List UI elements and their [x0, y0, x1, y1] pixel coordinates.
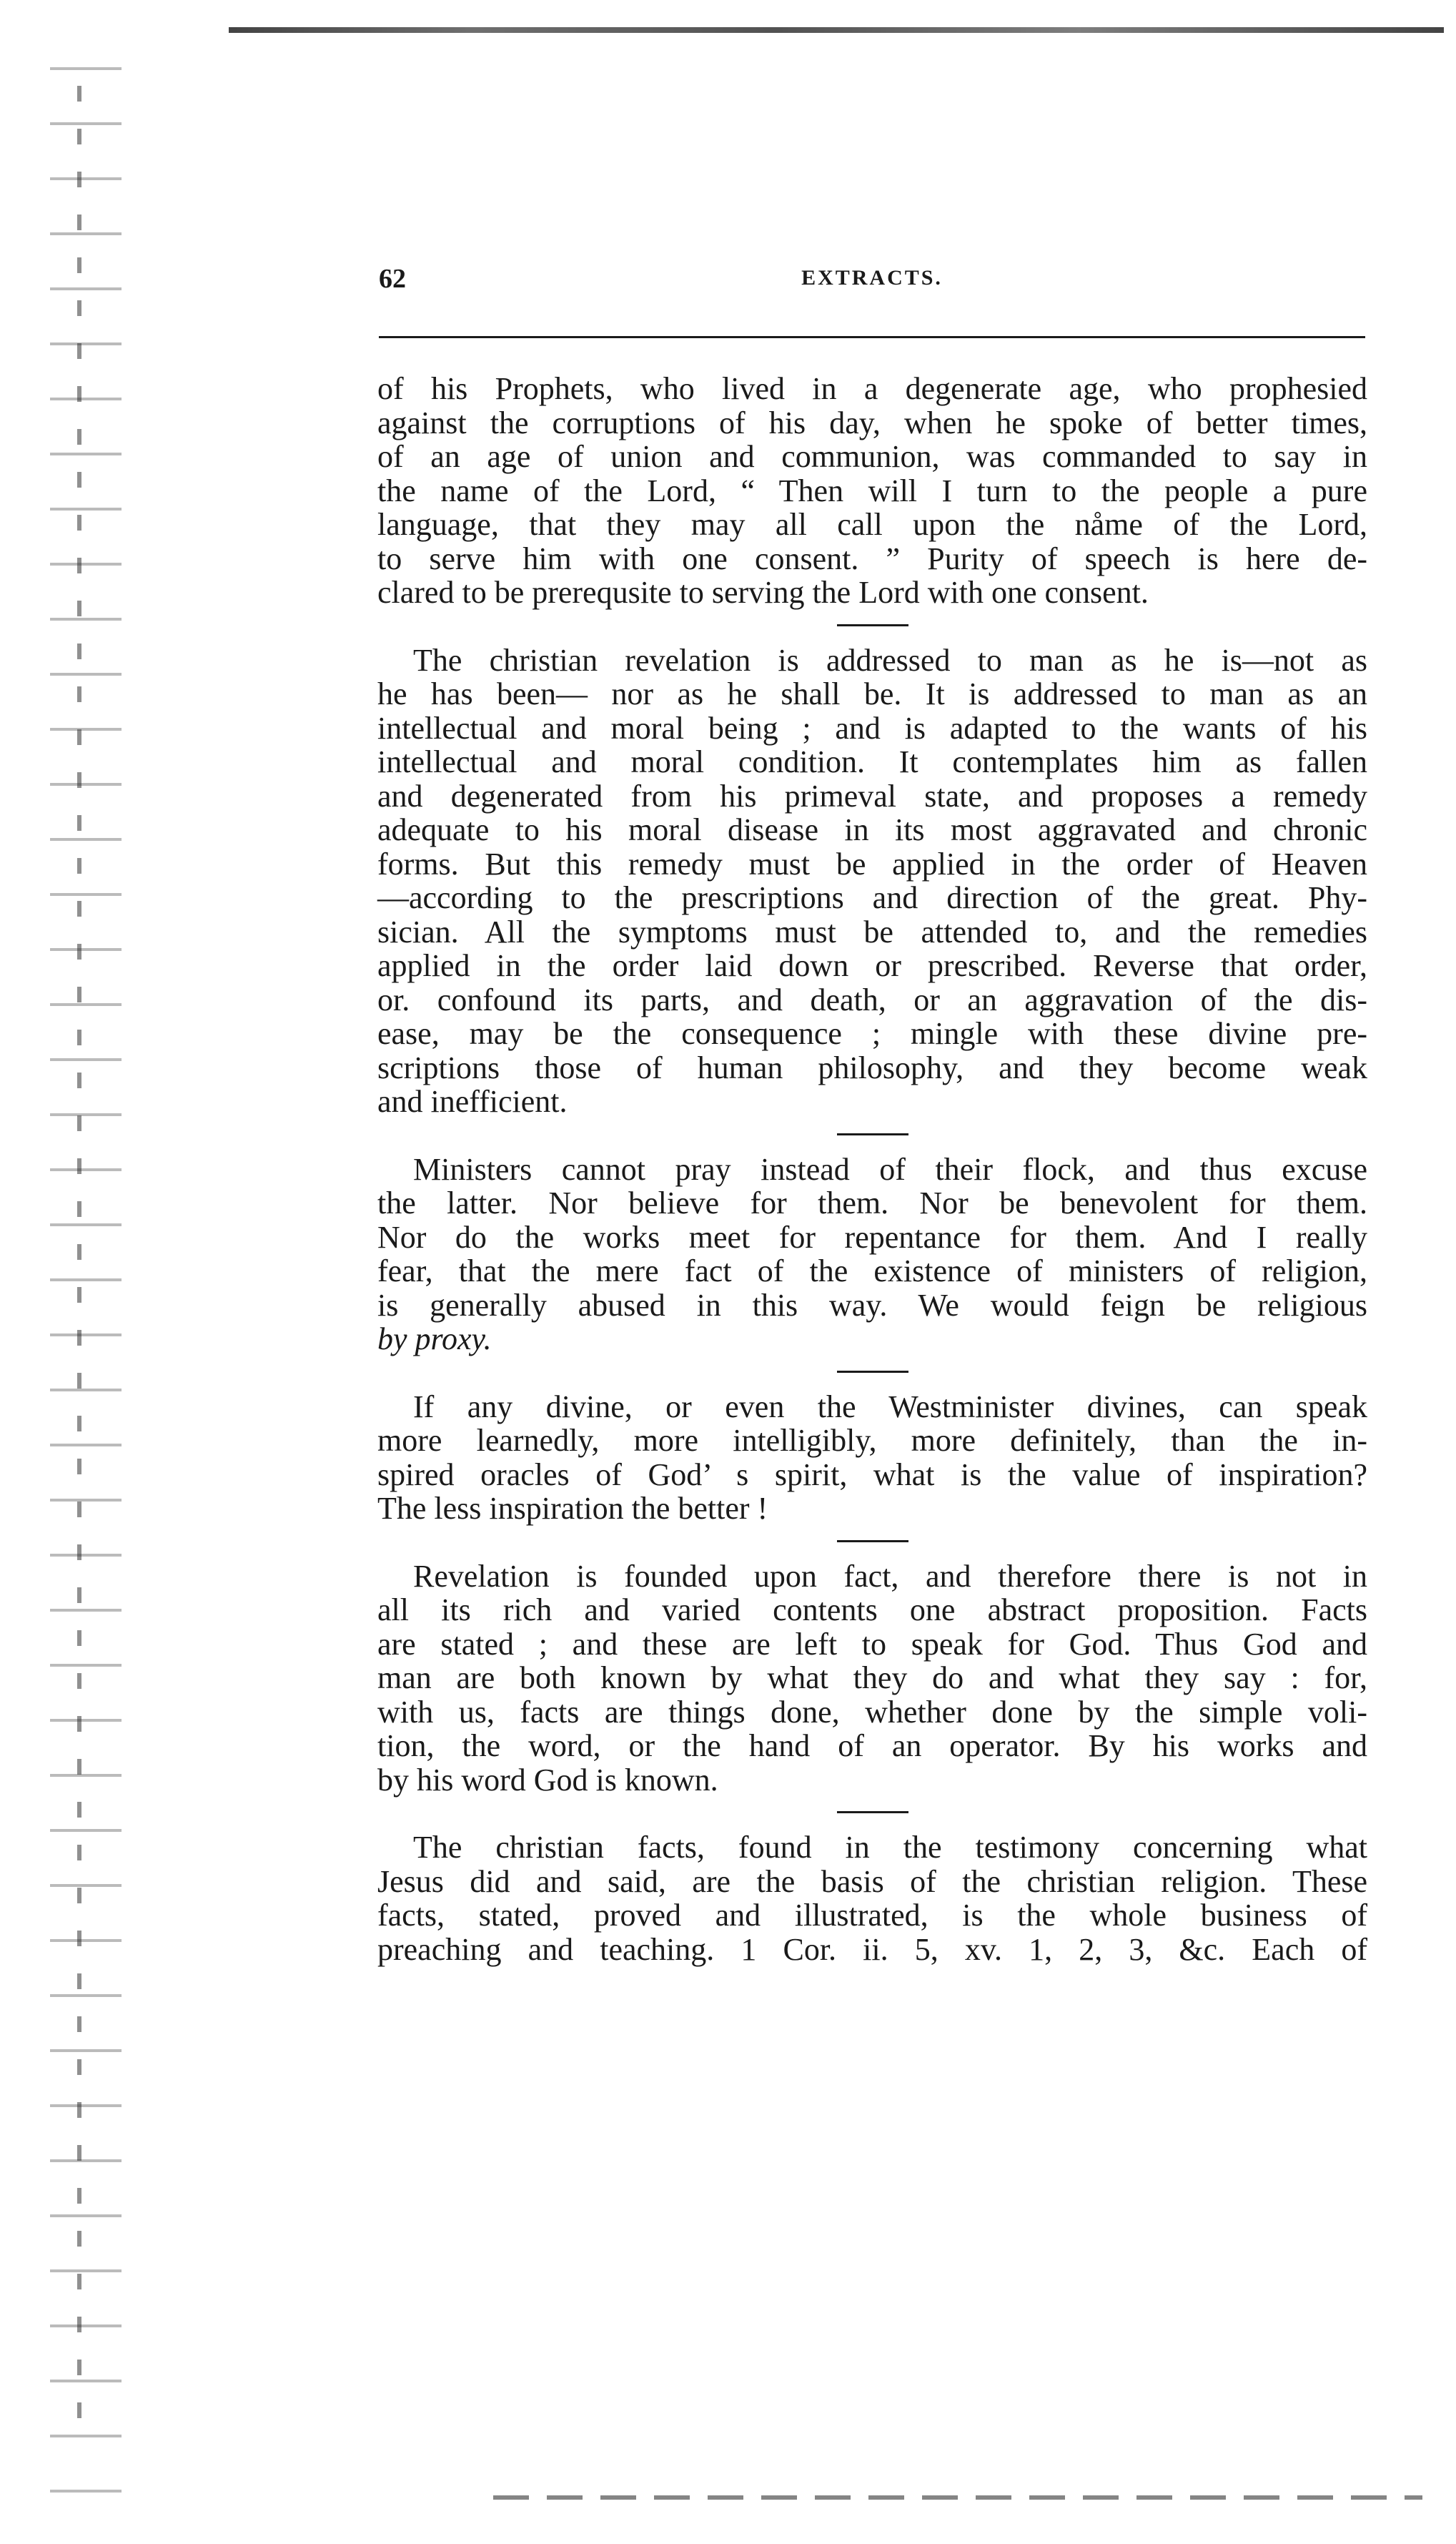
- running-head: EXTRACTS.: [801, 266, 943, 290]
- header-rule: [379, 336, 1365, 338]
- text-line: The christian facts, found in the testimony concerning what: [413, 1830, 1367, 1865]
- section-divider: [837, 1540, 908, 1542]
- text-line: facts, stated, proved and illustrated, is the whole business of: [377, 1898, 1367, 1933]
- text-line: applied in the order laid down or prescribed. Reverse that order,: [377, 948, 1367, 983]
- section-divider: [837, 1133, 908, 1135]
- text-line: sician. All the symptoms must be attended to, and the remedies: [377, 914, 1367, 950]
- text-line: the latter. Nor believe for them. Nor be benevolent for them.: [377, 1185, 1367, 1221]
- text-line: The less inspiration the better !: [377, 1491, 768, 1526]
- text-line: language, that they may all call upon the nåme of the Lord,: [377, 507, 1367, 542]
- paragraph-revelation-fact: [377, 1559, 1367, 1798]
- text-line: and inefficient.: [377, 1084, 568, 1119]
- text-line: by proxy.: [377, 1321, 492, 1356]
- text-line: the name of the Lord, “ Then will I turn to the people a pure: [377, 473, 1367, 508]
- text-line: more learnedly, more intelligibly, more definitely, than the in-: [377, 1423, 1367, 1458]
- text-line: are stated ; and these are left to speak for God. Thus God and: [377, 1626, 1367, 1662]
- text-line: adequate to his moral disease in its most aggravated and chronic: [377, 812, 1367, 847]
- text-line: If any divine, or even the Westminister divines, can speak: [413, 1389, 1367, 1424]
- text-line: Revelation is founded upon fact, and therefore there is not in: [413, 1558, 1367, 1594]
- text-line: Ministers cannot pray instead of their flock, and thus excuse: [413, 1151, 1367, 1187]
- text-line: with us, facts are things done, whether done by the simple voli-: [377, 1694, 1367, 1730]
- text-line: scriptions those of human philosophy, and they become weak: [377, 1050, 1367, 1085]
- text-line: clared to be prerequsite to serving the Lord with one consent.: [377, 575, 1149, 610]
- scan-edge-bottom: [493, 2495, 1422, 2500]
- text-line: he has been— nor as he shall be. It is addressed to man as an: [377, 676, 1367, 711]
- scan-edge-left-binding: [77, 86, 81, 2445]
- paragraph-ministers: [377, 1153, 1367, 1356]
- text-line: against the corruptions of his day, when he spoke of better times,: [377, 405, 1367, 440]
- text-line: Nor do the works meet for repentance for them. And I really: [377, 1219, 1367, 1255]
- text-line: of his Prophets, who lived in a degenerate age, who prophesied: [377, 371, 1367, 406]
- text-line: is generally abused in this way. We would feign be religious: [377, 1287, 1367, 1323]
- text-line: intellectual and moral condition. It contemplates him as fallen: [377, 744, 1367, 779]
- text-line: The christian revelation is addressed to man as he is—not as: [413, 642, 1367, 678]
- body-text: [377, 372, 1367, 1966]
- text-line: to serve him with one consent. ” Purity of speech is here de-: [377, 541, 1367, 576]
- text-line: fear, that the mere fact of the existence of ministers of religion,: [377, 1253, 1367, 1288]
- text-line: Jesus did and said, are the basis of the christian religion. These: [377, 1863, 1367, 1899]
- scan-edge-top: [229, 27, 1444, 33]
- text-line: preaching and teaching. 1 Cor. ii. 5, xv. 1, 2, 3, &c. Each of: [377, 1931, 1367, 1967]
- text-line: spired oracles of God’ s spirit, what is the value of inspiration?: [377, 1456, 1367, 1492]
- text-line: man are both known by what they do and what they say : for,: [377, 1660, 1367, 1695]
- text-line: tion, the word, or the hand of an operator. By his works and: [377, 1728, 1367, 1763]
- text-line: ease, may be the consequence ; mingle with these divine pre-: [377, 1016, 1367, 1051]
- text-line: of an age of union and communion, was commanded to say in: [377, 439, 1367, 474]
- text-line: or. confound its parts, and death, or an aggravation of the dis-: [377, 982, 1367, 1017]
- paragraph-christian-revelation: [377, 644, 1367, 1119]
- paragraph-prophets: [377, 372, 1367, 610]
- text-line: and degenerated from his primeval state, and proposes a remedy: [377, 778, 1367, 814]
- scan-edge-left: [50, 43, 122, 2531]
- paragraph-westminster: [377, 1390, 1367, 1526]
- section-divider: [837, 1371, 908, 1373]
- paragraph-christian-facts: [377, 1830, 1367, 1966]
- page-header: [379, 263, 1365, 306]
- text-line: all its rich and varied contents one abstract proposition. Facts: [377, 1592, 1367, 1627]
- text-line: intellectual and moral being ; and is adapted to the wants of his: [377, 710, 1367, 746]
- text-line: forms. But this remedy must be applied in the order of Heaven: [377, 846, 1367, 882]
- text-line: —according to the prescriptions and direction of the great. Phy-: [377, 880, 1367, 915]
- page-number: 62: [379, 264, 406, 294]
- section-divider: [837, 1811, 908, 1813]
- text-line: by his word God is known.: [377, 1762, 718, 1798]
- section-divider: [837, 624, 908, 626]
